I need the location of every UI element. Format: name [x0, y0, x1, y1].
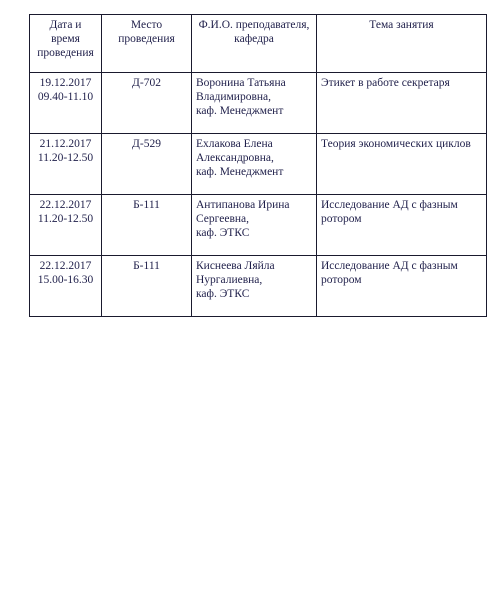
cell-place: Д-529 [102, 134, 192, 195]
cell-date-time: 22.12.2017 11.20-12.50 [30, 195, 102, 256]
cell-place: Д-702 [102, 73, 192, 134]
header-teacher: Ф.И.О. преподавателя, кафедра [192, 15, 317, 73]
table-row [30, 73, 487, 134]
table-row [30, 134, 487, 195]
table-header-row [30, 15, 487, 73]
header-topic: Тема занятия [317, 15, 487, 73]
table-row [30, 256, 487, 317]
cell-date-time: 22.12.2017 15.00-16.30 [30, 256, 102, 317]
cell-date-time: 19.12.2017 09.40-11.10 [30, 73, 102, 134]
cell-topic: Этикет в работе секретаря [317, 73, 487, 134]
cell-teacher: Киснеева Ляйла Нургалиевна, каф. ЭТКС [192, 256, 317, 317]
cell-teacher: Воронина Татьяна Владимировна, каф. Менеджмент [192, 73, 317, 134]
schedule-table [29, 14, 487, 317]
cell-place: Б-111 [102, 256, 192, 317]
cell-topic: Теория экономических циклов [317, 134, 487, 195]
cell-teacher: Ехлакова Елена Александровна, каф. Менеджмент [192, 134, 317, 195]
cell-place: Б-111 [102, 195, 192, 256]
cell-teacher: Антипанова Ирина Сергеевна, каф. ЭТКС [192, 195, 317, 256]
cell-topic: Исследование АД с фазным ротором [317, 195, 487, 256]
cell-date-time: 21.12.2017 11.20-12.50 [30, 134, 102, 195]
cell-topic: Исследование АД с фазным ротором [317, 256, 487, 317]
header-place: Место проведения [102, 15, 192, 73]
table-row [30, 195, 487, 256]
header-date-time: Дата и время проведения [30, 15, 102, 73]
